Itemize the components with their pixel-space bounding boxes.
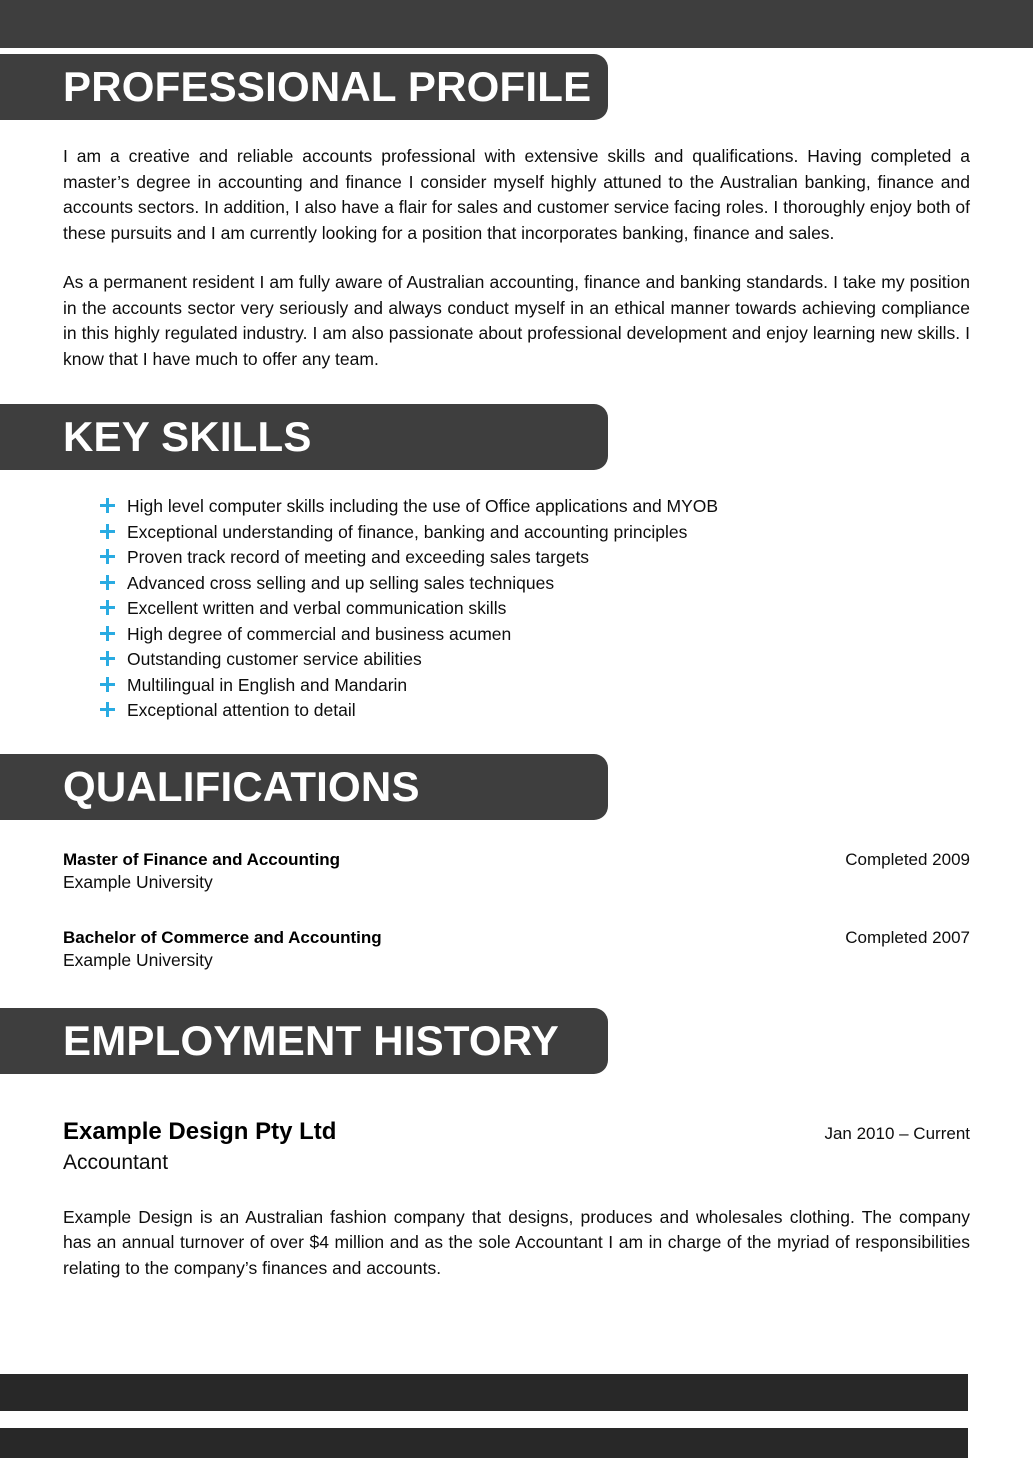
job-role: Accountant — [63, 1150, 169, 1174]
list-item — [100, 596, 970, 622]
section-title: KEY SKILLS — [63, 413, 312, 460]
qualifications-body — [0, 850, 1033, 972]
profile-paragraph-1: I am a creative and reliable accounts professional with extensive skills and qualifications. Having completed a master’s degree in accounting and finance I consider myself highly attuned to the Australian banking, finance and accounts sectors. In addition, I also have a flair for sales and customer service facing roles. I thoroughly enjoy both of these pursuits and I am currently looking for a position that incorporates banking, finance and sales. — [63, 146, 970, 243]
list-item — [100, 494, 970, 520]
plus-icon — [100, 575, 123, 590]
list-item — [100, 571, 970, 597]
section-title: QUALIFICATIONS — [63, 762, 420, 810]
qualification-entry — [63, 850, 970, 894]
plus-icon — [100, 651, 123, 666]
list-item — [100, 673, 970, 699]
plus-icon — [100, 600, 123, 615]
professional-profile-body — [0, 144, 1033, 372]
qualification-institution: Example University — [63, 949, 213, 970]
plus-icon — [100, 626, 123, 641]
page-bottom-band-lower — [0, 1428, 968, 1458]
qualification-entry — [63, 928, 970, 972]
section-title: EMPLOYMENT HISTORY — [63, 1016, 559, 1064]
plus-icon — [100, 702, 123, 717]
list-item-label: Multilingual in English and Mandarin — [127, 674, 408, 695]
employment-description: Example Design is an Australian fashion company that designs, produces and wholesales clothing. The company has an annual turnover of over $4 million and as the sole Accountant I am in charge of the myriad of responsibilities relating to the company’s finances and accounts. — [63, 1206, 970, 1278]
page-bottom-band-upper — [0, 1374, 968, 1411]
section-header-key-skills — [0, 404, 608, 470]
key-skills-body — [0, 494, 1033, 724]
section-header-professional-profile — [0, 54, 608, 120]
qualification-date: Completed 2007 — [845, 927, 970, 947]
plus-icon — [100, 549, 123, 564]
employment-entry — [63, 1118, 970, 1282]
employment-entry-header — [63, 1118, 970, 1146]
list-item-label: Excellent written and verbal communication skills — [127, 598, 507, 618]
section-title: PROFESSIONAL PROFILE — [63, 63, 592, 110]
list-item-label: Outstanding customer service abilities — [127, 649, 422, 669]
list-item — [100, 520, 970, 546]
section-header-employment-history — [0, 1008, 608, 1074]
list-item — [100, 545, 970, 571]
employment-dates: Jan 2010 – Current — [824, 1123, 970, 1143]
plus-icon — [100, 524, 123, 539]
list-item — [100, 647, 970, 673]
list-item — [100, 622, 970, 648]
key-skills-list — [63, 494, 970, 724]
list-item-label: Exceptional attention to detail — [127, 700, 356, 720]
qualification-institution: Example University — [63, 871, 213, 892]
list-item-label: Exceptional understanding of finance, banking and accounting principles — [127, 521, 688, 542]
list-item-label: Advanced cross selling and up selling sales techniques — [127, 572, 555, 593]
list-item — [100, 698, 970, 724]
employment-history-body — [0, 1118, 1033, 1282]
list-item-label: High level computer skills including the use of Office applications and MYOB — [127, 496, 719, 516]
list-item-label: Proven track record of meeting and exceeding sales targets — [127, 547, 590, 567]
qualification-title: Bachelor of Commerce and Accounting — [63, 927, 382, 947]
qualification-title: Master of Finance and Accounting — [63, 849, 341, 869]
profile-paragraph-2: As a permanent resident I am fully aware of Australian accounting, finance and banking standards. I take my position in the accounts sector very seriously and always conduct myself in an ethical manner towards achieving compliance in this highly regulated industry. I am also passionate about professional development and enjoy learning new skills. I know that I have much to offer any team. — [63, 272, 970, 369]
section-header-qualifications — [0, 754, 608, 820]
qualification-entry-header — [63, 850, 970, 870]
plus-icon — [100, 677, 123, 692]
list-item-label: High degree of commercial and business acumen — [127, 623, 512, 644]
employer-name: Example Design Pty Ltd — [63, 1117, 337, 1145]
qualification-date: Completed 2009 — [845, 849, 970, 869]
qualification-entry-header — [63, 928, 970, 948]
plus-icon — [100, 498, 123, 513]
